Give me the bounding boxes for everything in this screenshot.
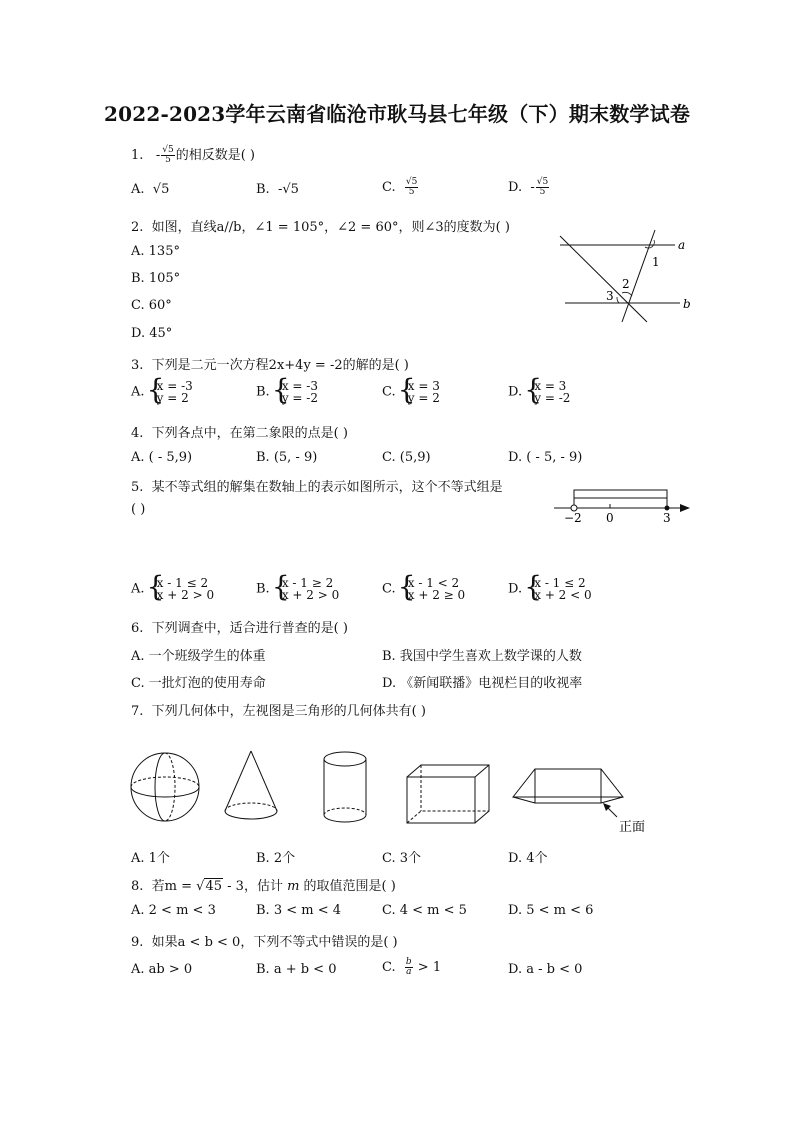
solids-figure <box>125 745 665 840</box>
option-d[interactable]: D. { x = 3 y = -2 <box>508 380 570 404</box>
cylinder-shape <box>324 752 366 822</box>
triangular-prism-shape <box>513 769 623 803</box>
question-text: 的相反数是( ) <box>175 148 255 163</box>
option-d[interactable]: D. 45° <box>131 326 173 341</box>
question-text: 下列调查中，适合进行普查的是( ) <box>151 621 348 636</box>
tick-label: 0 <box>606 511 614 525</box>
question-text: 下列各点中，在第二象限的点是( ) <box>151 426 348 441</box>
option-a[interactable]: A. 135° <box>131 244 180 259</box>
question-3: 3. 下列是二元一次方程2x+4y = -2的解的是( ) <box>131 358 409 373</box>
question-text: 下列几何体中，左视图是三角形的几何体共有( ) <box>151 704 426 719</box>
fraction: $\frac{√5}{5}$ <box>162 145 174 165</box>
option-c[interactable]: C. { x - 1 < 2 x + 2 ≥ 0 <box>382 577 465 601</box>
option-b[interactable]: B. a + b < 0 <box>256 962 337 977</box>
label-a: a <box>678 238 686 252</box>
option-b[interactable]: B. 3 < m < 4 <box>256 903 342 918</box>
question-text: 如果a < b < 0，下列不等式中错误的是( ) <box>151 935 398 950</box>
option-c[interactable]: C. 4 < m < 5 <box>382 903 467 918</box>
question-6: 6. 下列调查中，适合进行普查的是( ) <box>131 621 348 636</box>
option-b[interactable]: B. { x = -3 y = -2 <box>256 380 318 404</box>
option-a[interactable]: A. ab > 0 <box>131 962 193 977</box>
question-text: 如图，直线a//b，∠1 = 105°，∠2 = 60°，则∠3的度数为( ) <box>151 220 510 235</box>
option-c[interactable]: C. 60° <box>131 298 172 313</box>
solution-bracket-outer <box>574 490 667 508</box>
option-b[interactable]: B. { x - 1 ≥ 2 x + 2 > 0 <box>256 577 339 601</box>
answer-paren: ( ) <box>131 502 146 517</box>
option-d[interactable]: D. 5 < m < 6 <box>508 903 594 918</box>
option-c[interactable]: C. { x = 3 y = 2 <box>382 380 440 404</box>
question-text: 某不等式组的解集在数轴上的表示如图所示，这个不等式组是 <box>151 480 503 495</box>
option-c[interactable]: C. 一批灯泡的使用寿命 <box>131 676 266 691</box>
tick-label: 3 <box>663 511 671 525</box>
option-a[interactable]: A. ( - 5,9) <box>131 450 193 465</box>
option-d[interactable]: D. - $\frac{√5}{5}$ <box>508 177 549 197</box>
question-1 <box>131 144 255 165</box>
option-c[interactable]: C. 3个 <box>382 851 422 866</box>
question-5: 5. 某不等式组的解集在数轴上的表示如图所示，这个不等式组是 <box>131 480 503 495</box>
option-a[interactable]: A. { x - 1 ≤ 2 x + 2 > 0 <box>131 577 214 601</box>
question-7: 7. 下列几何体中，左视图是三角形的几何体共有( ) <box>131 704 426 719</box>
parallel-lines-figure <box>555 228 705 328</box>
option-d[interactable]: D. a - b < 0 <box>508 962 583 977</box>
filled-dot <box>665 506 670 511</box>
radicand: 45 <box>205 879 223 894</box>
option-b[interactable]: B. 105° <box>131 271 181 286</box>
transversal-2 <box>622 230 655 322</box>
label-b: b <box>683 297 691 311</box>
transversal-1 <box>560 236 647 322</box>
angle-2-arc <box>622 292 632 296</box>
label-2: 2 <box>622 277 630 291</box>
question-4: 4. 下列各点中，在第二象限的点是( ) <box>131 426 348 441</box>
label-3: 3 <box>606 289 614 303</box>
option-c[interactable]: C. (5,9) <box>382 450 431 465</box>
question-2: 2. 如图，直线a//b，∠1 = 105°，∠2 = 60°，则∠3的度数为( ) <box>131 220 510 235</box>
option-b[interactable]: B. 2个 <box>256 851 296 866</box>
option-a[interactable]: A. { x = -3 y = 2 <box>131 380 193 404</box>
option-a[interactable]: A. √5 <box>131 182 170 197</box>
option-d[interactable]: D. 《新闻联播》电视栏目的收视率 <box>382 676 583 691</box>
label-1: 1 <box>652 255 660 269</box>
axis-arrow <box>680 504 690 512</box>
option-d[interactable]: D. 4个 <box>508 851 548 866</box>
sphere-shape <box>131 753 199 821</box>
minus-sign: - <box>155 148 161 163</box>
question-8: 8. 若m = √45 - 3，估计 m 的取值范围是( ) <box>131 879 396 894</box>
angle-3-arc <box>617 297 619 303</box>
cone-shape <box>225 751 277 819</box>
number-line-figure <box>552 482 697 526</box>
front-view-label: 正面 <box>619 820 646 835</box>
option-d[interactable]: D. { x - 1 ≤ 2 x + 2 < 0 <box>508 577 592 601</box>
option-b[interactable]: B. 我国中学生喜欢上数学课的人数 <box>382 649 582 664</box>
option-c[interactable]: C. $\frac{√5}{5}$ <box>382 177 418 197</box>
option-d[interactable]: D. ( - 5, - 9) <box>508 450 583 465</box>
tick-label: −2 <box>564 511 582 525</box>
option-c[interactable]: C. $\frac{b}{a}$ > 1 <box>382 957 442 977</box>
option-a[interactable]: A. 1个 <box>131 851 170 866</box>
option-a[interactable]: A. 一个班级学生的体重 <box>131 649 266 664</box>
question-text: 下列是二元一次方程2x+4y = -2的解的是( ) <box>151 358 409 373</box>
page-title: 2022-2023学年云南省临沧市耿马县七年级（下）期末数学试卷 <box>103 102 691 126</box>
question-9: 9. 如果a < b < 0，下列不等式中错误的是( ) <box>131 935 398 950</box>
option-a[interactable]: A. 2 < m < 3 <box>131 903 216 918</box>
cuboid-shape <box>407 765 489 823</box>
option-b[interactable]: B. (5, - 9) <box>256 450 318 465</box>
option-b[interactable]: B. -√5 <box>256 182 299 197</box>
question-number: 1. <box>131 148 144 163</box>
